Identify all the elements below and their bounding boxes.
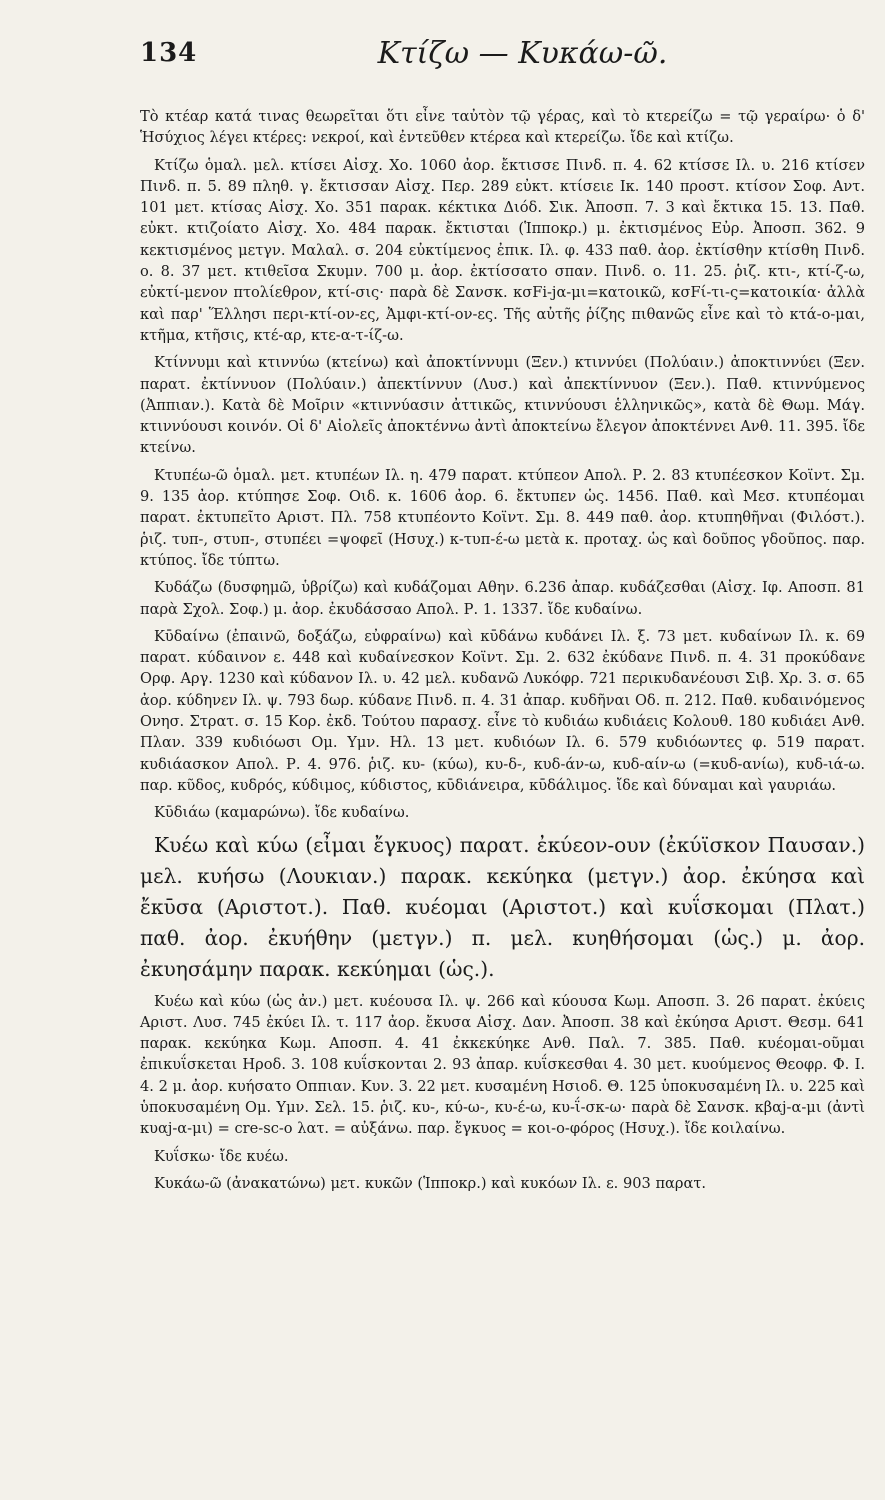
page-header: [140, 30, 865, 80]
entry-kydaino: Κῡδαίνω (ἐπαινῶ, δοξάζω, εὐφραίνω) καὶ κῡδάνω κυδάνει Ιλ. ξ. 73 μετ. κυδαίνων Ιλ. κ. 69 παρατ. κύδαινον ε. 448 καὶ κυδαίνεσκον Κοϊντ. Σμ. 2. 632 ἐκύδανε Πινδ. π. 4. 31 προκύδανε Ορφ. Αργ. 1230 καὶ κύδανον Ιλ. υ. 42 μελ. κυδανῶ Λυκόφρ. 721 περικυδανέουσι Σιβ. Χρ. 3. σ. 65 ἀορ. κύδηνεν Ιλ. ψ. 793 δωρ. κύδανε Πινδ. π. 4. 31 ἀπαρ. κυδῆναι Οδ. π. 212. Παθ. κυδαινόμενος Ονησ. Στρατ. σ. 15 Κορ. ἐκδ. Τούτου παρασχ. εἶνε τὸ κυδιάω κυδιάεις Κολουθ. 180 κυδιάει Ανθ. Πλαν. 339 κυδιόωσι Ομ. Υμν. Ηλ. 13 μετ. κυδιόων Ιλ. 6. 579 κυδιόωντες φ. 519 παρατ. κυδιάασκον Απολ. Ρ. 4. 976. ῥιζ. κυ- (κύω), κυ-δ-, κυδ-άν-ω, κυδ-αίν-ω (=κυδ-ανίω), κυδ-ιά-ω. παρ. κῦδος, κυδρός, κύδιμος, κύδιστος, κῡδιάνειρα, κῡδάλιμος. ἴδε καὶ δύναμαι καὶ γαυριάω.: [140, 627, 865, 794]
entry-ktypeo: Κτυπέω-ῶ ὁμαλ. μετ. κτυπέων Ιλ. η. 479 παρατ. κτύπεον Απολ. Ρ. 2. 83 κτυπέεσκον Κοϊντ. Σμ. 9. 135 ἀορ. κτύπησε Σοφ. Οιδ. κ. 1606 ἀορ. 6. ἔκτυπεν ὡς. 1456. Παθ. καὶ Μεσ. κτυπέομαι παρατ. ἐκτυπεῖτο Αριστ. Πλ. 758 κτυπέοντο Κοϊντ. Σμ. 8. 449 παθ. ἀορ. κτυπηθῆναι (Φιλόστ.). ῥιζ. τυπ-, στυπ-, στυπέει =ψοφεῖ (Ησυχ.) κ-τυπ-έ-ω μετὰ κ. προταχ. ὡς καὶ δοῦπος γδοῦπος. παρ. κτύπος. ἴδε τύπτω.: [140, 466, 865, 569]
entry-kydiao: Κῡδιάω (καμαρώνω). ἴδε κυδαίνω.: [154, 804, 410, 822]
entry-kykao: Κυκάω-ῶ (ἀνακατώνω) μετ. κυκῶν (Ἱπποκρ.) καὶ κυκόων Ιλ. ε. 903 παρατ.: [154, 1174, 707, 1192]
running-head: Κτίζω — Κυκάω-ῶ.: [377, 36, 668, 71]
page-number: 134: [140, 38, 198, 68]
entry-ktizo: Κτίζω ὁμαλ. μελ. κτίσει Αἰσχ. Χο. 1060 ἀορ. ἔκτισσε Πινδ. π. 4. 62 κτίσσε Ιλ. υ. 216 κτίσεν Πινδ. π. 5. 89 πληθ. γ. ἔκτισσαν Αἰσχ. Περ. 289 εὐκτ. κτίσειε Ικ. 140 προστ. κτίσον Σοφ. Αντ. 101 μετ. κτίσας Αἰσχ. Χο. 351 παρακ. κέκτικα Διόδ. Σικ. Ἀποσπ. 7. 3 καὶ ἔκτικα 15. 13. Παθ. εὐκτ. κτιζοίατο Αἰσχ. Χο. 484 παρακ. ἔκτισται (Ἱπποκρ.) μ. ἐκτισμένος Εὐρ. Ἀποσπ. 362. 9 κεκτισμένος μετγν. Μαλαλ. σ. 204 εὐκτίμενος ἐπικ. Ιλ. φ. 433 παθ. ἀορ. ἐκτίσθην κτίσθη Πινδ. ο. 8. 37 μετ. κτιθεῖσα Σκυμν. 700 μ. ἀορ. ἐκτίσσατο σπαν. Πινδ. ο. 11. 25. ῥιζ. κτι-, κτί-ζ-ω, εὐκτί-μενον πτολίεθρον, κτί-σις· παρὰ δὲ Σανσκ. κσFi-jα-μι=κατοικῶ, κσFί-τι-ς=κατοικία· ἀλλὰ καὶ παρ' Ἕλλησι περι-κτί-ον-ες, Ἀμφι-κτί-ον-ες. Τῆς αὐτῆς ῥίζης πιθανῶς εἶνε καὶ τὸ κτά-ο-μαι, κτῆμα, κτῆσις, κτέ-αρ, κτε-α-τ-ίζ-ω.: [140, 156, 865, 344]
entry-ktinnymi: Κτίννυμι καὶ κτιννύω (κτείνω) καὶ ἀποκτίννυμι (Ξεν.) κτιννύει (Πολύαιν.) ἀποκτιννύει (Ξεν. παρατ. ἐκτίννυον (Πολύαιν.) ἀπεκτίννυν (Λυσ.) καὶ ἀπεκτίννυον (Ξεν.). Παθ. κτιννύμενος (Ἀππιαν.). Κατὰ δὲ Μοῖριν «κτιννύασιν ἀττικῶς, κτιννύουσι ἑλληνικῶς», κατὰ δὲ Θωμ. Μάγ. κτιννύουσι κοινόν. Οἱ δ' Αἰολεῖς ἀποκτέννω ἀντὶ ἀποκτείνω ἔλεγον ἀποκτέννει Ανθ. 11. 395. ἴδε κτείνω.: [140, 354, 865, 457]
entry-kyisko: Κυΐσκω· ἴδε κυέω.: [154, 1147, 289, 1165]
entry-kydazo: Κυδάζω (δυσφημῶ, ὑβρίζω) καὶ κυδάζομαι Αθην. 6.236 ἀπαρ. κυδάζεσθαι (Αἰσχ. Ιφ. Αποσπ. 81 παρὰ Σχολ. Σοφ.) μ. ἀορ. ἐκυδάσσαο Απολ. Ρ. 1. 1337. ἴδε κυδαίνω.: [140, 579, 865, 618]
entry-kyeo-large: Κυέω καὶ κύω (εἶμαι ἔγκυος) παρατ. ἐκύεον-ουν (ἐκύϊσκον Παυσαν.) μελ. κυήσω (Λουκιαν.) παρακ. κεκύηκα (μετγν.) ἀορ. ἐκύησα καὶ ἔκῡσα (Αριστοτ.). Παθ. κυέομαι (Αριστοτ.) καὶ κυΐσκομαι (Πλατ.) παθ. ἀορ. ἐκυήθην (μετγν.) π. μελ. κυηθήσομαι (ὡς.) μ. ἀορ. ἐκυησάμην παρακ. κεκύημαι (ὡς.).: [140, 832, 865, 981]
entry-kyeo: Κυέω καὶ κύω (ὡς ἀν.) μετ. κυέουσα Ιλ. ψ. 266 καὶ κύουσα Κωμ. Αποσπ. 3. 26 παρατ. ἐκύεις Αριστ. Λυσ. 745 ἐκύει Ιλ. τ. 117 ἀορ. ἔκυσα Αἰσχ. Δαν. Ἀποσπ. 38 καὶ ἐκύησα Αριστ. Θεσμ. 641 παρακ. κεκύηκα Κωμ. Αποσπ. 4. 41 ἐκκεκύηκε Ανθ. Παλ. 7. 385. Παθ. κυέομαι-οῦμαι ἐπικυΐσκεται Ηροδ. 3. 108 κυΐσκονται 2. 93 ἀπαρ. κυΐσκεσθαι 4. 30 μετ. κυούμενος Θεοφρ. Φ. Ι. 4. 2 μ. ἀορ. κυήσατο Οππιαν. Κυν. 3. 22 μετ. κυσαμένη Ησιοδ. Θ. 125 ὑποκυσαμένη Ιλ. υ. 225 καὶ ὑποκυσαμένη Ομ. Υμν. Σελ. 15. ῥιζ. κυ-, κύ-ω-, κυ-έ-ω, κυ-ΐ-σκ-ω· παρὰ δὲ Σανσκ. κβαj-α-μι (ἀντὶ κυαj-α-μι) = cre-sc-o λατ. = αὐξάνω. παρ. ἔγκυος = κοι-ο-φόρος (Ησυχ.). ἴδε κοιλαίνω.: [140, 992, 865, 1138]
entry-paragraph: Τὸ κτέαρ κατά τινας θεωρεῖται ὅτι εἶνε ταὐτὸν τῷ γέρας, καὶ τὸ κτερείζω = τῷ γεραίρω· ὁ δ' Ἡσύχιος λέγει κτέρες: νεκροί, καὶ ἐντεῦθεν κτέρεα καὶ κτερείζω. ἴδε καὶ κτίζω.: [140, 108, 865, 147]
